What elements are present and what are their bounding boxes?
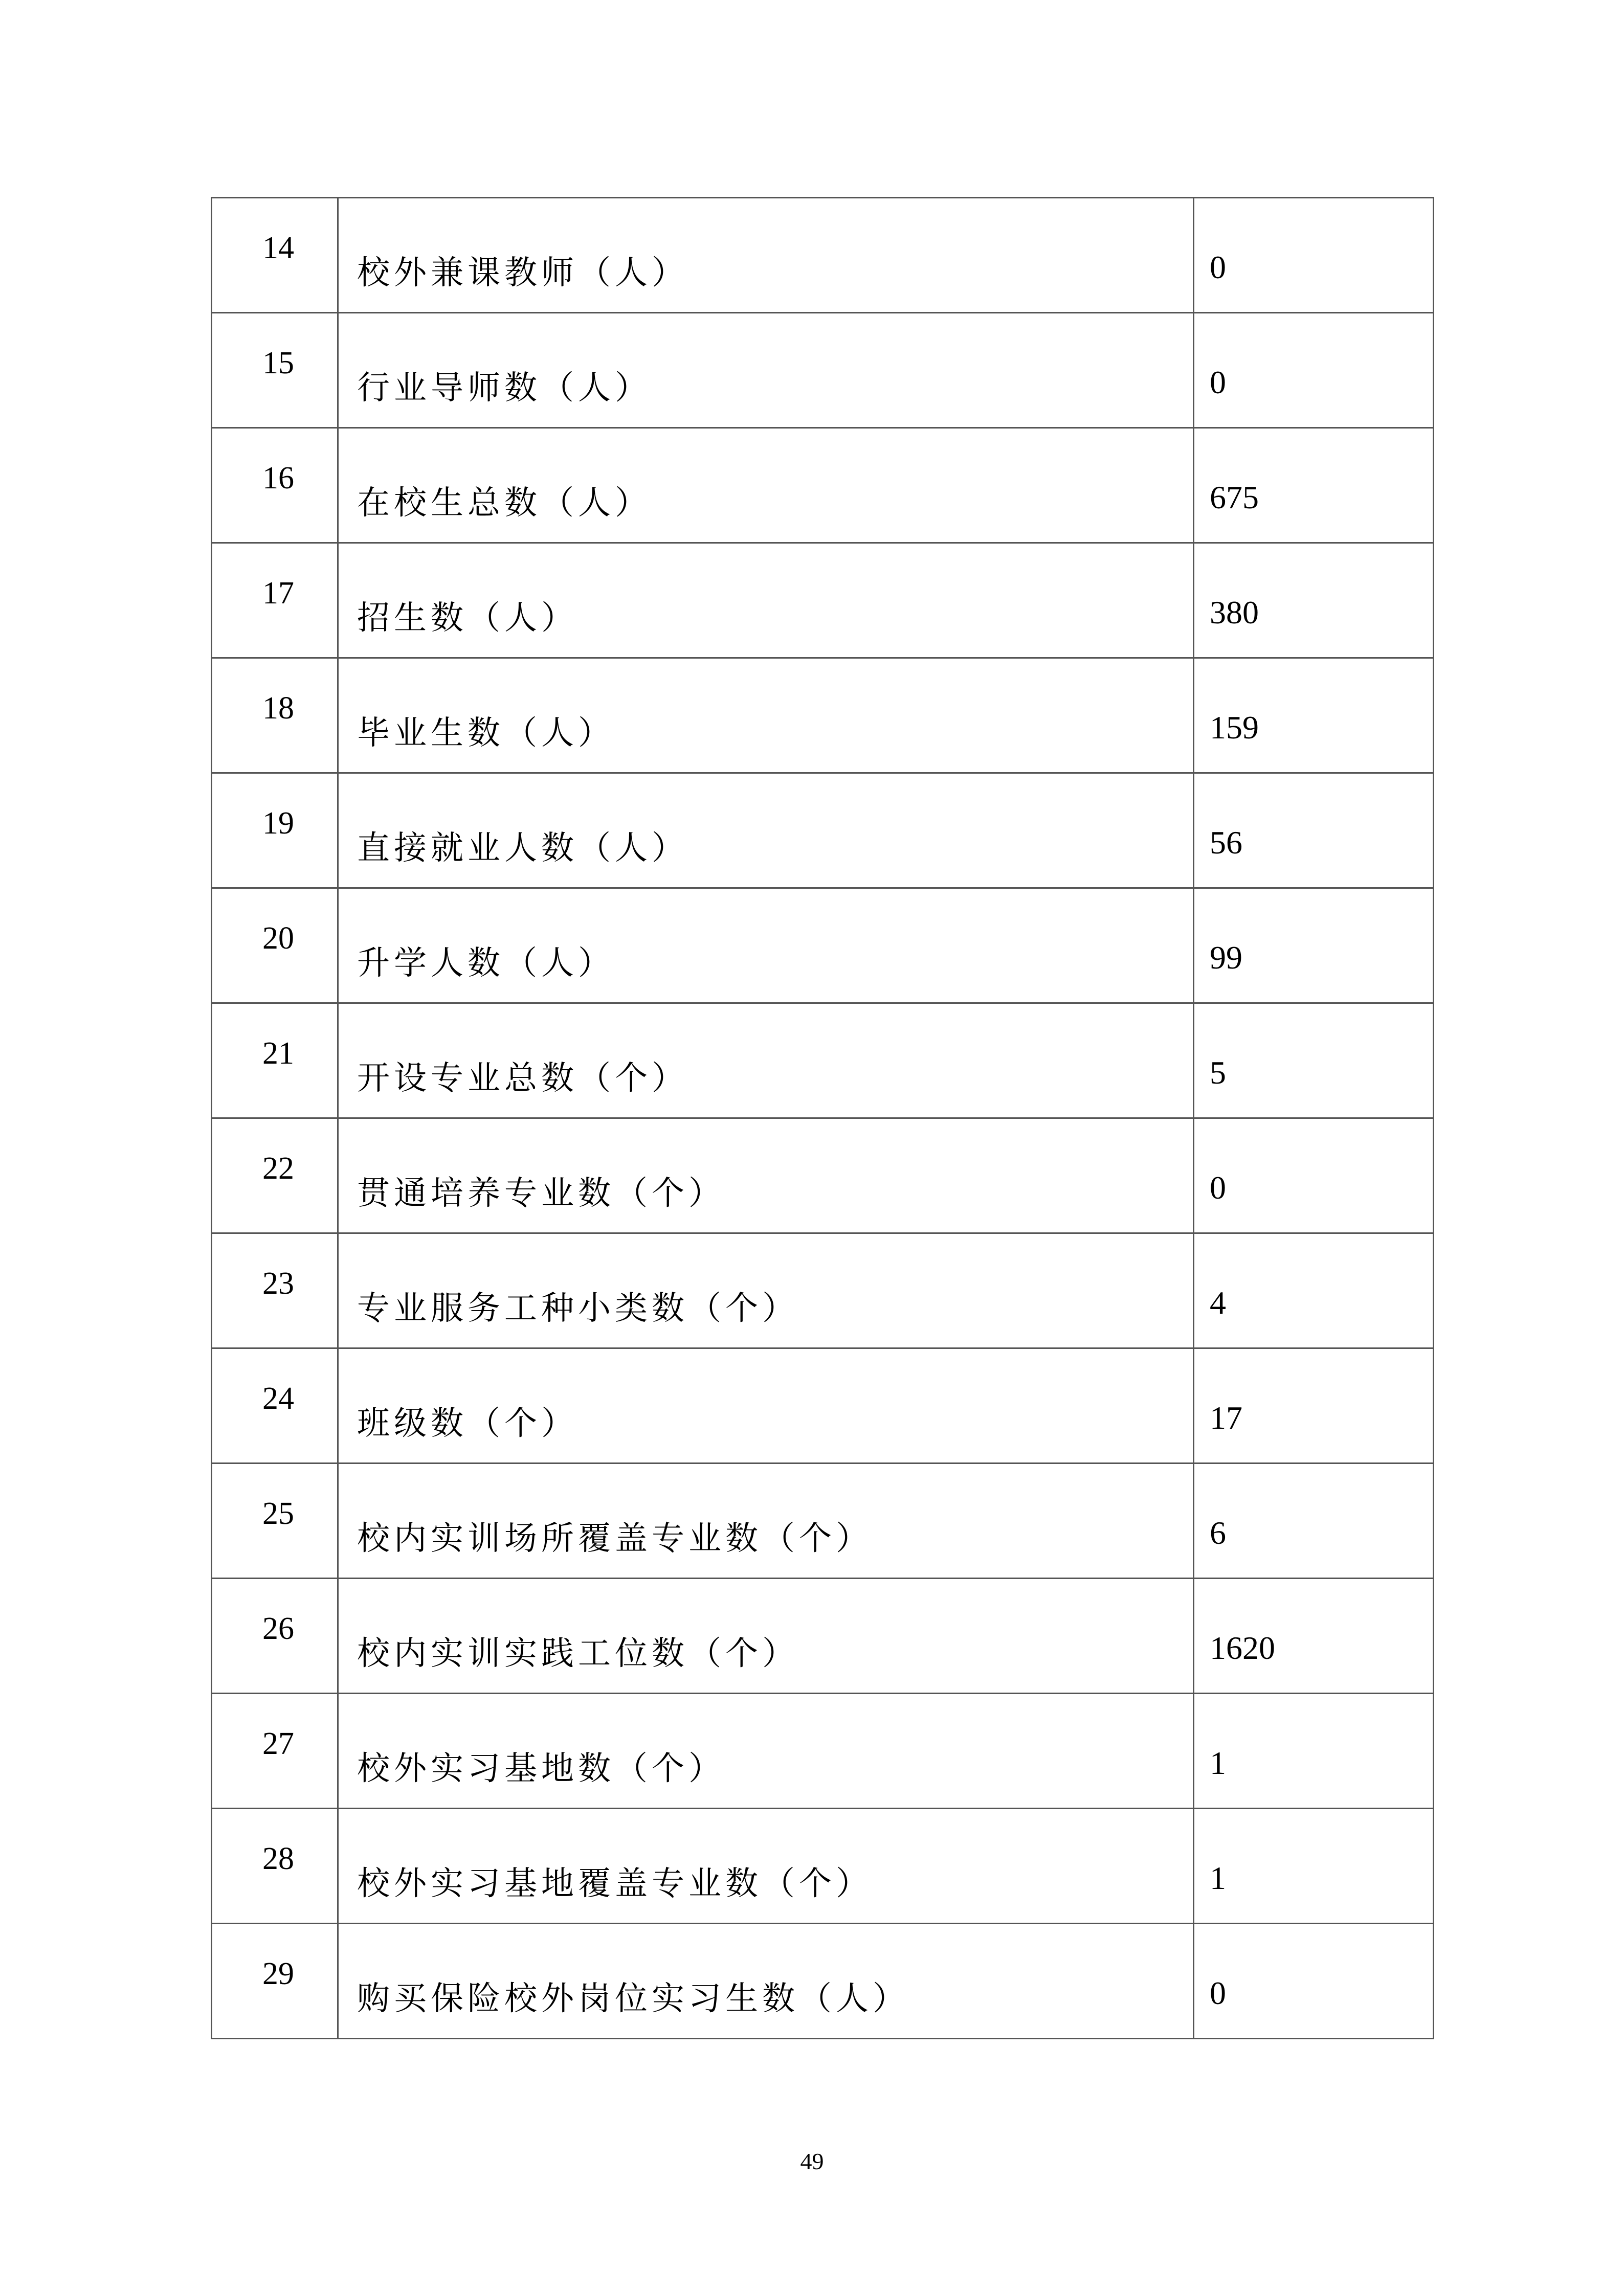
table-row bbox=[212, 773, 1434, 888]
row-number: 19 bbox=[262, 806, 294, 841]
row-label-cell bbox=[338, 1003, 1194, 1118]
row-number: 15 bbox=[262, 346, 294, 380]
row-value-cell bbox=[1194, 888, 1434, 1003]
row-value-cell bbox=[1194, 1694, 1434, 1809]
row-label-cell bbox=[338, 773, 1194, 888]
table-row bbox=[212, 1233, 1434, 1348]
row-value-cell bbox=[1194, 1809, 1434, 1924]
row-value: 56 bbox=[1210, 824, 1242, 861]
row-value: 0 bbox=[1210, 364, 1226, 400]
row-value-cell bbox=[1194, 1924, 1434, 2039]
row-value-cell bbox=[1194, 1003, 1434, 1118]
row-value: 6 bbox=[1210, 1515, 1226, 1551]
row-value-cell bbox=[1194, 428, 1434, 543]
row-number-cell bbox=[212, 1003, 338, 1118]
table-row bbox=[212, 1694, 1434, 1809]
row-label-cell bbox=[338, 658, 1194, 773]
row-label: 校外兼课教师（人） bbox=[357, 254, 688, 292]
row-number: 29 bbox=[262, 1956, 294, 1991]
row-label-cell bbox=[338, 1694, 1194, 1809]
table-row bbox=[212, 198, 1434, 313]
row-value-cell bbox=[1194, 1579, 1434, 1694]
row-value-cell bbox=[1194, 773, 1434, 888]
row-number-cell bbox=[212, 1464, 338, 1579]
row-number: 22 bbox=[262, 1151, 294, 1186]
row-number: 20 bbox=[262, 921, 294, 956]
row-value-cell bbox=[1194, 1233, 1434, 1348]
table-row bbox=[212, 1464, 1434, 1579]
row-value-cell bbox=[1194, 543, 1434, 658]
row-label-cell bbox=[338, 1118, 1194, 1233]
row-number: 28 bbox=[262, 1841, 294, 1876]
row-number-cell bbox=[212, 658, 338, 773]
row-label-cell bbox=[338, 888, 1194, 1003]
table-row bbox=[212, 1924, 1434, 2039]
row-label: 开设专业总数（个） bbox=[357, 1060, 688, 1097]
row-number: 18 bbox=[262, 691, 294, 726]
row-label-cell bbox=[338, 1579, 1194, 1694]
row-label-cell bbox=[338, 1809, 1194, 1924]
row-label: 贯通培养专业数（个） bbox=[357, 1175, 725, 1212]
row-label: 直接就业人数（人） bbox=[357, 829, 688, 867]
row-label: 毕业生数（人） bbox=[357, 714, 615, 752]
row-value: 99 bbox=[1210, 939, 1242, 976]
row-number-cell bbox=[212, 428, 338, 543]
table-row bbox=[212, 543, 1434, 658]
row-label: 专业服务工种小类数（个） bbox=[357, 1290, 799, 1327]
row-number: 23 bbox=[262, 1266, 294, 1301]
row-value: 17 bbox=[1210, 1400, 1242, 1436]
table-row bbox=[212, 1348, 1434, 1464]
row-label-cell bbox=[338, 1348, 1194, 1464]
row-number: 25 bbox=[262, 1496, 294, 1531]
statistics-table bbox=[211, 197, 1434, 2039]
row-number-cell bbox=[212, 1233, 338, 1348]
row-label-cell bbox=[338, 428, 1194, 543]
row-value-cell bbox=[1194, 1464, 1434, 1579]
table-row bbox=[212, 313, 1434, 428]
row-label-cell bbox=[338, 313, 1194, 428]
row-value: 380 bbox=[1210, 594, 1259, 631]
row-label: 校外实习基地数（个） bbox=[357, 1750, 725, 1788]
row-value-cell bbox=[1194, 313, 1434, 428]
row-label-cell bbox=[338, 1464, 1194, 1579]
row-label: 招生数（人） bbox=[357, 599, 578, 637]
row-value-cell bbox=[1194, 198, 1434, 313]
row-value: 1 bbox=[1210, 1745, 1226, 1781]
table-row bbox=[212, 1809, 1434, 1924]
row-number-cell bbox=[212, 888, 338, 1003]
row-label-cell bbox=[338, 543, 1194, 658]
row-number-cell bbox=[212, 1348, 338, 1464]
row-value: 159 bbox=[1210, 709, 1259, 746]
table-row bbox=[212, 1118, 1434, 1233]
row-label: 行业导师数（人） bbox=[357, 369, 652, 407]
row-value: 0 bbox=[1210, 1169, 1226, 1206]
table-row bbox=[212, 1003, 1434, 1118]
table-row bbox=[212, 1579, 1434, 1694]
row-value-cell bbox=[1194, 658, 1434, 773]
row-value: 4 bbox=[1210, 1285, 1226, 1321]
row-number: 17 bbox=[262, 576, 294, 611]
row-number-cell bbox=[212, 1694, 338, 1809]
row-number-cell bbox=[212, 543, 338, 658]
row-label: 校外实习基地覆盖专业数（个） bbox=[357, 1865, 873, 1903]
row-number: 27 bbox=[262, 1726, 294, 1761]
row-number-cell bbox=[212, 1118, 338, 1233]
row-label: 班级数（个） bbox=[357, 1405, 578, 1443]
row-value: 1620 bbox=[1210, 1630, 1275, 1666]
row-label-cell bbox=[338, 1233, 1194, 1348]
row-number: 21 bbox=[262, 1036, 294, 1071]
table-row bbox=[212, 428, 1434, 543]
row-number-cell bbox=[212, 1579, 338, 1694]
row-label: 校内实训场所覆盖专业数（个） bbox=[357, 1520, 873, 1558]
row-value: 0 bbox=[1210, 1975, 1226, 2011]
row-label-cell bbox=[338, 198, 1194, 313]
row-label: 校内实训实践工位数（个） bbox=[357, 1635, 799, 1673]
row-number-cell bbox=[212, 773, 338, 888]
row-value-cell bbox=[1194, 1118, 1434, 1233]
table-row bbox=[212, 658, 1434, 773]
row-value: 1 bbox=[1210, 1860, 1226, 1896]
page-number: 49 bbox=[800, 2148, 824, 2174]
table-row bbox=[212, 888, 1434, 1003]
row-number: 14 bbox=[262, 231, 294, 265]
row-number: 16 bbox=[262, 461, 294, 496]
row-number-cell bbox=[212, 1924, 338, 2039]
row-label: 在校生总数（人） bbox=[357, 484, 652, 522]
row-number: 24 bbox=[262, 1381, 294, 1416]
row-number-cell bbox=[212, 313, 338, 428]
row-label: 升学人数（人） bbox=[357, 944, 615, 982]
row-label-cell bbox=[338, 1924, 1194, 2039]
row-number-cell bbox=[212, 1809, 338, 1924]
row-value: 5 bbox=[1210, 1054, 1226, 1091]
row-number-cell bbox=[212, 198, 338, 313]
row-label: 购买保险校外岗位实习生数（人） bbox=[357, 1980, 909, 2018]
row-value-cell bbox=[1194, 1348, 1434, 1464]
row-value: 0 bbox=[1210, 249, 1226, 285]
row-number: 26 bbox=[262, 1611, 294, 1646]
row-value: 675 bbox=[1210, 479, 1259, 515]
